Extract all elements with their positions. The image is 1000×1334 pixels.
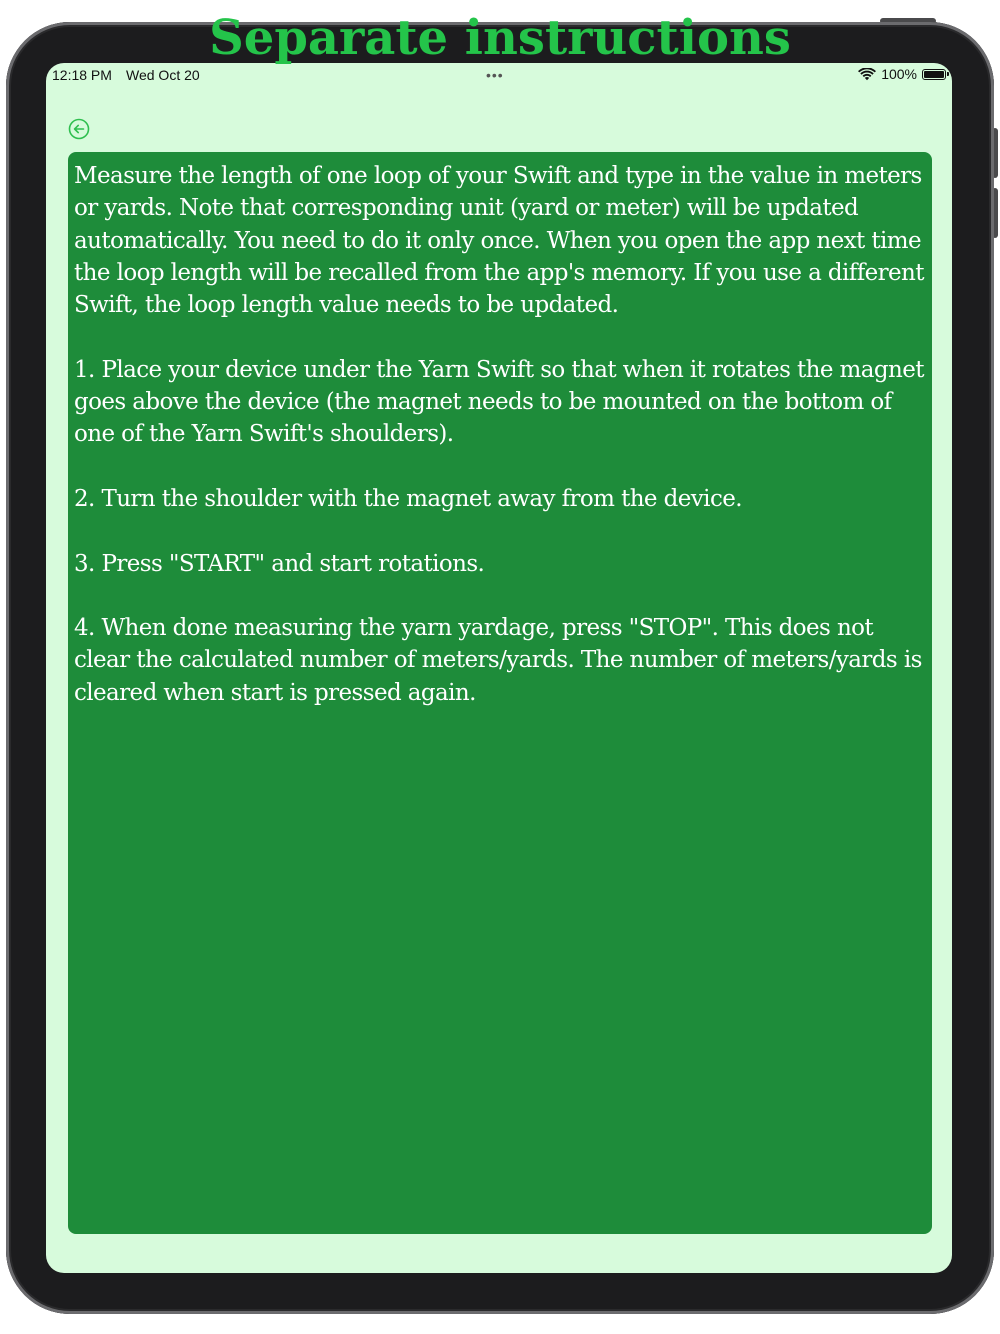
status-time: 12:18 PM <box>52 67 112 83</box>
status-date: Wed Oct 20 <box>126 67 200 83</box>
instructions-text: Measure the length of one loop of your Swift and type in the value in meters or yards. Note that corresponding unit (yard or meter) will be updated automatically. You need to do it only once. When you open the app next time the loop length will be recalled from the app's memory. If you use a different Swift, the loop length value needs to be updated. 1. Place your device under the Yarn Swift so that when it rotates the magnet goes above the device (the magnet needs to be mounted on the bottom of one of the Yarn Swift's shoulders). 2. Turn the shoulder with the magnet away from the device. 3. Press "START" and start rotations. 4. When done measuring the yarn yardage, press "STOP". This does not clear the calculated number of meters/yards. The number of meters/yards is cleared when start is pressed again. <box>74 163 924 706</box>
multitasking-dots-icon[interactable]: ••• <box>486 67 504 83</box>
instructions-panel[interactable] <box>68 152 932 1234</box>
battery-percentage: 100% <box>881 66 917 82</box>
page-title: Separate instructions <box>209 10 791 66</box>
battery-icon <box>922 69 946 80</box>
back-arrow-circle-icon[interactable] <box>68 118 90 140</box>
